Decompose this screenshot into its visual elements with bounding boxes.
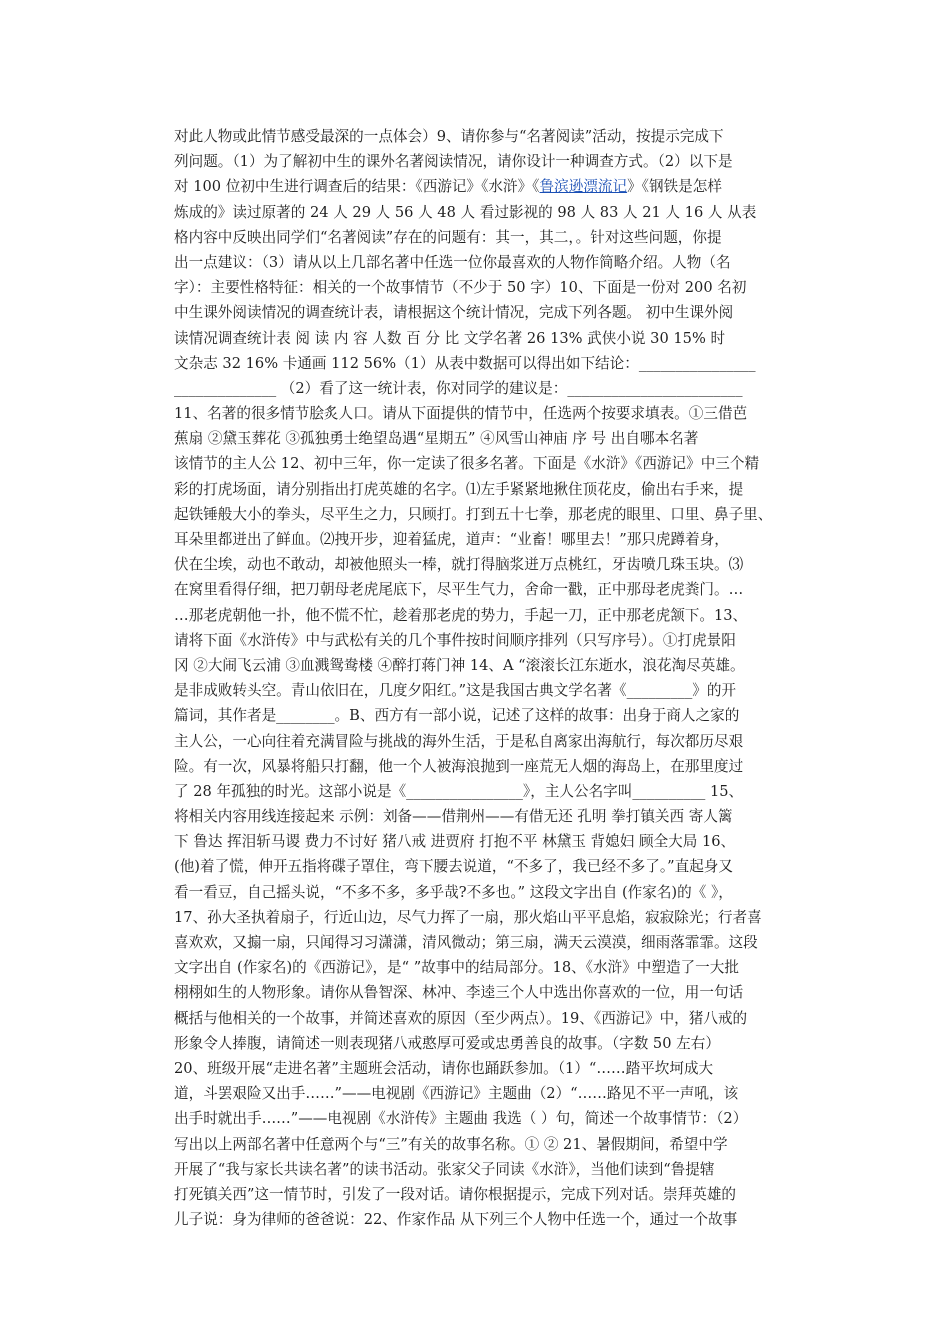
text-line-29: 下 鲁达 挥泪斩马谡 费力不讨好 猪八戒 进贾府 打抱不平 林黛玉 背媳妇 顾全大局 16、 [174,833,736,851]
text-line-27: 了 28 年孤独的时光。这部小说是《________________》，主人公名字叫__________ 15、 [174,782,744,800]
text-line-2: 列问题。（1）为了解初中生的课外名著阅读情况，请你设计一种调查方式。（2）以下是 [174,153,733,171]
text-line-35: 栩栩如生的人物形象。请你从鲁智深、林冲、李逵三个人中选出你喜欢的一位，用一句话 [174,984,744,1002]
text-line-28: 将相关内容用线连接起来 示例：刘备——借荆州——有借无还 孔明 拳打镇关西 寄人篱 [174,808,733,826]
text-line-40: 出手时就出手……”——电视剧《水浒传》主题曲 我选（ ）句，简述一个故事情节：（2） [174,1110,748,1128]
text-line-39: 道，斗罢艰险又出手……”——电视剧《西游记》主题曲（2）“……路见不平一声吼，该 [174,1085,739,1103]
text-line-3-head: 对 100 位初中生进行调查后的结果：《西游记》《水浒》《 [174,178,540,196]
text-line-31: 看一看豆，自己摇头说，“不多不多，多乎哉?不多也。” 这段文字出自 (作家名)的《 》， [174,883,733,901]
text-line-44: 儿子说：身为律师的爸爸说：22、作家作品 从下列三个人物中任选一个，通过一个故事 [174,1211,738,1229]
text-line-9: 读情况调查统计表 阅 读 内 容 人数 百 分 比 文学名著 26 13% 武侠小说 30 15% 时 [174,329,726,347]
text-line-3-tail: 》《钢铁是怎样 [627,178,722,196]
text-line-24: 篇词，其作者是________。B、西方有一部小说，记述了这样的故事：出身于商人之家的 [174,707,740,725]
text-line-10: 文杂志 32 16% 卡通画 112 56%（1）从表中数据可以得出如下结论：________________ [174,354,756,372]
text-line-23: 是非成败转头空。青山依旧在，几度夕阳红。”这是我国古典文学名著《_________》的开 [174,682,737,700]
text-line-25: 主人公，一心向往着充满冒险与挑战的海外生活，于是私自离家出海航行，每次都历尽艰 [174,732,744,750]
text-line-36: 概括与他相关的一个故事，并简述喜欢的原因（至少两点）。19、《西游记》中，猪八戒的 [174,1009,748,1027]
text-line-19: 在窝里看得仔细，把刀朝母老虎尾底下，尽平生气力，舍命一戳，正中那母老虎粪门。… [174,581,744,599]
text-line-43: 打死镇关西”这一情节时，引发了一段对话。请你根据提示，完成下列对话。崇拜英雄的 [174,1185,737,1203]
text-line-12: 11、名著的很多情节脍炙人口。请从下面提供的情节中，任选两个按要求填表。①三借芭 [174,405,748,423]
text-line-17: 耳朵里都迸出了鲜血。⑵拽开步，迎着猛虎，道声：“业畜！哪里去！”那只虎蹲着身， [174,531,729,548]
text-line-42: 开展了“我与家长共读名著”的读书活动。张家父子同读《水浒》，当他们读到“鲁提辖 [174,1160,715,1178]
text-line-3 [174,174,806,199]
text-line-33: 喜欢欢，又搧一扇，只闻得习习潇潇，清风微动；第三扇，满天云漠漠，细雨落霏霏。这段 [174,934,758,951]
text-line-32: 17、孙大圣执着扇子，行近山边，尽气力挥了一扇，那火焰山平平息焰，寂寂除光；行者喜 [174,908,762,926]
text-line-7: 字）：主要性格特征：相关的一个故事情节（不少于 50 字）10、下面是一份对 200 名初 [174,279,747,297]
text-line-18: 伏在尘埃，动也不敢动，却被他照头一棒，就打得脑浆迸万点桃红，牙齿喷几珠玉块。⑶ [174,556,744,574]
text-line-38: 20、班级开展“走进名著”主题班会活动，请你也踊跃参加。（1）“……踏平坎坷成大 [174,1059,714,1077]
text-line-14: 该情节的主人公 12、初中三年，你一定读了很多名著。下面是《水浒》《西游记》中三个精 [174,455,760,473]
text-line-4: 炼成的》读过原著的 24 人 29 人 56 人 48 人 看过影视的 98 人 83 人 21 人 16 人 从表 [174,203,757,221]
text-line-34: 文字出自 (作家名)的《西游记》，是“ ”故事中的结局部分。18、《水浒》中塑造了一大批 [174,959,739,977]
text-line-1: 对此人物或此情节感受最深的一点体会）9、请你参与“名著阅读”活动，按提示完成下 [174,128,724,145]
text-line-21: 请将下面《水浒传》中与武松有关的几个事件按时间顺序排列（只写序号）。①打虎景阳 [174,631,736,649]
text-line-13: 蕉扇 ②黛玉葬花 ③孤独勇士绝望岛遇“星期五” ④风雪山神庙 序 号 出自哪本名著 [174,430,699,448]
book-title-link[interactable]: 鲁滨逊漂流记 [539,178,628,196]
text-line-11: ______________ （2）看了这一统计表，你对同学的建议是：________________________ [174,379,743,397]
document-body [174,124,806,1232]
text-line-6: 出一点建议：（3）请从以上几部名著中任选一位你最喜欢的人物作简略介绍。人物（名 [174,253,731,271]
text-line-20: …那老虎朝他一扑，他不慌不忙，趁着那老虎的势力，手起一刀，正中那老虎颔下。13、 [174,606,748,624]
text-line-41: 写出以上两部名著中任意两个与“三”有关的故事名称。① ② 21、暑假期间，希望中学 [174,1135,728,1153]
text-line-30: (他)着了慌，伸开五指将碟子罩住，弯下腰去说道，“不多了，我已经不多了。”直起身又 [174,858,733,876]
text-line-16: 起铁锤般大小的拳头，尽平生之力，只顾打。打到五十七拳，那老虎的眼里、口里、鼻子里、 [174,505,773,523]
text-line-8: 中生课外阅读情况的调查统计表，请根据这个统计情况，完成下列各题。 初中生课外阅 [174,304,734,322]
text-line-15: 彩的打虎场面，请分别指出打虎英雄的名字。⑴左手紧紧地揪住顶花皮，偷出右手来，提 [174,480,744,498]
text-line-22: 冈 ②大闹飞云浦 ③血溅鸳鸯楼 ④醉打蒋门神 14、A “滚滚长江东逝水，浪花淘尽英雄。 [174,656,745,674]
text-line-5: 格内容中反映出同学们“名著阅读”存在的问题有：其一，其二，。针对这些问题，你提 [174,228,722,246]
text-line-26: 险。有一次，风暴将船只打翻，他一个人被海浪抛到一座荒无人烟的海岛上，在那里度过 [174,757,744,775]
text-line-37: 形象令人捧腹，请简述一则表现猪八戒憨厚可爱或忠勇善良的故事。（字数 50 左右） [174,1034,720,1052]
